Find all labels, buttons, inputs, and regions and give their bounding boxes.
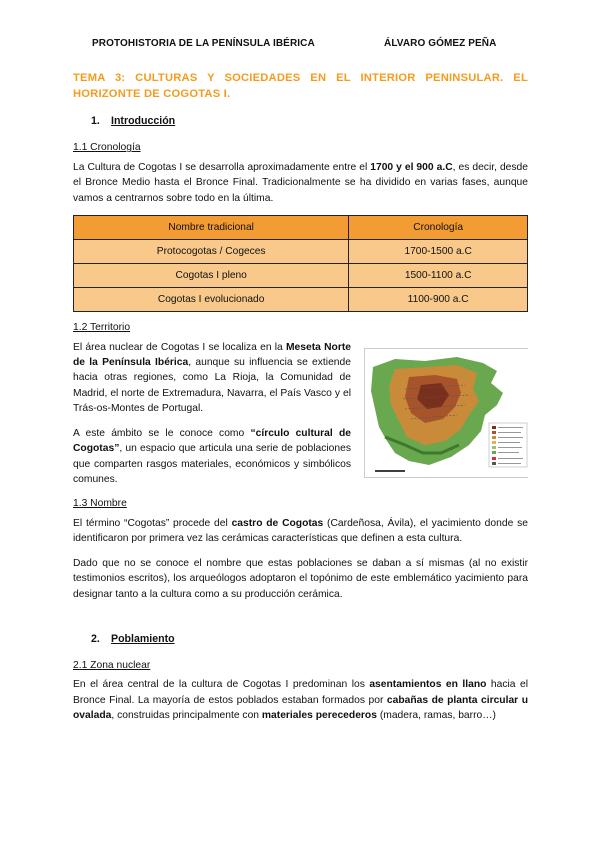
subsection-zona-nuclear: 2.1 Zona nuclear (73, 660, 151, 671)
table-cell: Protocogotas / Cogeces (74, 240, 349, 264)
table-row (74, 240, 528, 264)
paragraph-nombre-1: El término “Cogotas” procede del castro de Cogotas (Cardeñosa, Ávila), el yacimiento donde se identificaron por primera vez las cerámicas características que definen a esta cultura. (73, 517, 528, 545)
header-course: PROTOHISTORIA DE LA PENÍNSULA IBÉRICA (92, 38, 315, 49)
table-cell: Cogotas I evolucionado (74, 288, 349, 312)
subsection-nombre: 1.3 Nombre (73, 498, 127, 510)
header-author: ÁLVARO GÓMEZ PEÑA (384, 38, 497, 49)
table-row (74, 288, 528, 312)
paragraph-cronologia: La Cultura de Cogotas I se desarrolla aproximadamente entre el 1700 y el 900 a.C, es decir, desde el Bronce Medio hasta el Bronce Final. Tradicionalmente se ha dividido en varias fases, aunque vamos a centrarnos sobre todo en la última. (73, 161, 529, 204)
paragraph-territorio-1: El área nuclear de Cogotas I se localiza en la Meseta Norte de la Península Ibérica, aunque su influencia se extiende hacia otras regiones, como La Rioja, la Comunidad de Madrid, el norte de Extremadura, Navarra, el País Vasco y el Trás-os-Montes de Portugal. (73, 341, 351, 415)
paragraph-nombre-2: Dado que no se conoce el nombre que estas poblaciones se daban a sí mismas (al no existir testimonios escritos), los arqueólogos adoptaron el topónimo de este emblemático yacimiento para designar tanto a la cultura como a su producción cerámica. (73, 557, 528, 600)
table-cell: Cogotas I pleno (74, 264, 349, 288)
table-cell: 1100-900 a.C (349, 288, 528, 312)
map-illustration (365, 349, 528, 477)
section-heading-introduccion (91, 114, 528, 130)
table-header-cell: Nombre tradicional (74, 216, 349, 240)
table-header-row (74, 216, 528, 240)
table-row (74, 264, 528, 288)
document-title: TEMA 3: CULTURAS Y SOCIEDADES EN EL INTERIOR PENINSULAR. EL HORIZONTE DE COGOTAS I. (73, 72, 528, 101)
section-number: 2. (91, 633, 100, 646)
table-cell: 1700-1500 a.C (349, 240, 528, 264)
section-number: 1. (91, 115, 100, 128)
subsection-cronologia: 1.1 Cronología (73, 142, 141, 154)
paragraph-zona-nuclear: En el área central de la cultura de Cogotas I predominan los asentamientos en llano hacia el Bronce Final. La mayoría de estos poblados estaban formados por cabañas de planta circular u ovalada, construidas principalmente con materiales perecederos (madera, ramas, barro…) (73, 679, 528, 722)
territory-block (73, 340, 528, 497)
section-heading-poblamiento (91, 632, 528, 648)
territory-text (73, 340, 351, 497)
subsection-territorio: 1.2 Territorio (73, 322, 131, 334)
document-body (73, 70, 528, 733)
table-header-cell: Cronología (349, 216, 528, 240)
section-title: Poblamiento (111, 633, 175, 646)
table-cell: 1500-1100 a.C (349, 264, 528, 288)
chronology-table (73, 215, 528, 312)
paragraph-territorio-2: A este ámbito se le conoce como “círculo cultural de Cogotas”, un espacio que articula una serie de poblaciones que comparten rasgos materiales, económicos y simbólicos comunes. (73, 427, 351, 486)
iberian-peninsula-map (364, 348, 528, 478)
section-title: Introducción (111, 115, 176, 128)
